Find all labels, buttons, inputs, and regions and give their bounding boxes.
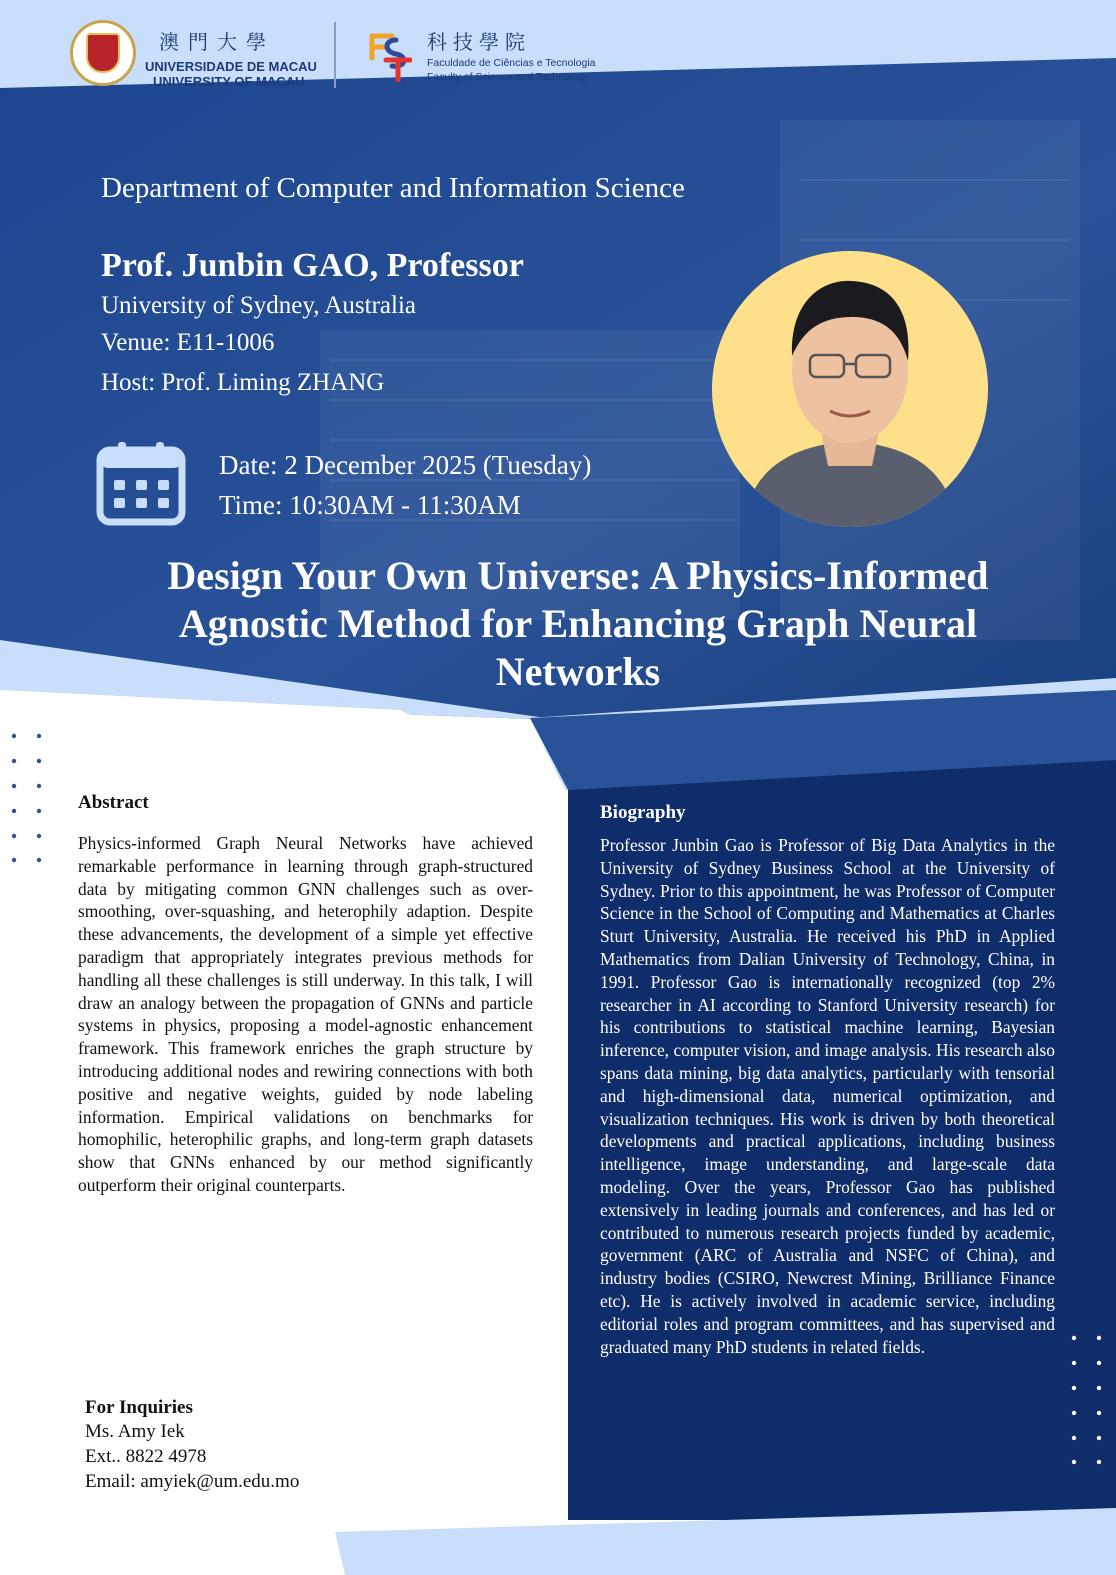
inquiries-heading: For Inquiries	[85, 1397, 193, 1418]
portrait-figure	[712, 251, 988, 527]
department-name: Department of Computer and Information Science	[101, 172, 685, 204]
speaker-name: Prof. Junbin GAO, Professor	[101, 247, 524, 284]
faculty-name-block	[427, 26, 596, 83]
biography-heading: Biography	[600, 802, 686, 823]
host: Host: Prof. Liming ZHANG	[101, 369, 385, 396]
venue: Venue: E11-1006	[101, 329, 275, 356]
inquiries-contact: Ms. Amy Iek	[85, 1421, 185, 1442]
event-time: Time: 10:30AM - 11:30AM	[219, 490, 521, 520]
crest-icon	[86, 33, 120, 73]
um-english-name: UNIVERSITY OF MACAU	[153, 74, 305, 89]
university-of-macau-logo	[70, 20, 136, 86]
fst-english-name: Faculty of Science and Technology	[427, 71, 590, 83]
calendar-icon	[96, 440, 186, 526]
abstract-heading: Abstract	[78, 792, 149, 813]
abstract-body: Physics-informed Graph Neural Networks have achieved remarkable performance in learning through graph-structured data by mitigating common GNN challenges such as over-smoothing, over-squashing, and heterophily adaption. Despite these advancements, the development of a simple yet effective paradigm that appropriately integrates previous methods for handling all these challenges is still underway. In this talk, I will draw an analogy between the propagation of GNNs and particle systems in physics, proposing a model-agnostic enhancement framework. This framework enriches the graph structure by introducing additional nodes and rewiring connections with both positive and negative weights, guided by node labeling information. Empirical validations on benchmarks for homophilic, heterophilic graphs, and long-term graph datasets show that GNNs enhanced by our method significantly outperform their original counterparts.	[78, 833, 533, 1195]
talk-title: Design Your Own Universe: A Physics-Informed Agnostic Method for Enhancing Graph Neural Networks	[167, 553, 989, 694]
header-divider	[334, 22, 336, 88]
fst-chinese-name: 科技學院	[427, 30, 531, 54]
speaker-portrait	[712, 251, 988, 527]
um-portuguese-name: UNIVERSIDADE DE MACAU	[145, 59, 317, 74]
um-chinese-name: 澳門大學	[159, 30, 275, 54]
inquiries-email[interactable]: Email: amyiek@um.edu.mo	[85, 1471, 300, 1492]
university-name-block	[145, 26, 317, 89]
event-date: Date: 2 December 2025 (Tuesday)	[219, 450, 592, 480]
fst-portuguese-name: Faculdade de Ciências e Tecnologia	[427, 57, 596, 69]
speaker-affiliation: University of Sydney, Australia	[101, 292, 417, 319]
biography-body: Professor Junbin Gao is Professor of Big Data Analytics in the University of Sydney Business School at the University of Sydney. Prior to this appointment, he was Professor of Computer Science in the School of Computing and Mathematics at Charles Sturt University, Australia. He received his PhD in Applied Mathematics from Dalian University of Technology, China, in 1991. Professor Gao is internationally recognized (top 2% researcher in AI according to Stanford University research) for his contributions to statistical machine learning, Bayesian inference, computer vision, and image analysis. His research also spans data mining, big data analytics, particularly with tensorial and high-dimensional data, numerical optimization, and visualization techniques. His work is driven by both theoretical developments and practical applications, including business intelligence, image understanding, and large-scale data modeling. Over the years, Professor Gao has published extensively in leading journals and conferences, and has led or contributed to numerous research projects funded by academic, government (ARC of Australia and NSFC of China), and industry bodies (CSIRO, Newcrest Mining, Brilliance Finance etc). He is actively involved in academic service, including editorial roles and program committees, and has supervised and graduated many PhD students in related fields.	[600, 835, 1055, 1357]
inquiries-extension: Ext.. 8822 4978	[85, 1446, 207, 1467]
fst-logo-icon	[366, 30, 412, 82]
